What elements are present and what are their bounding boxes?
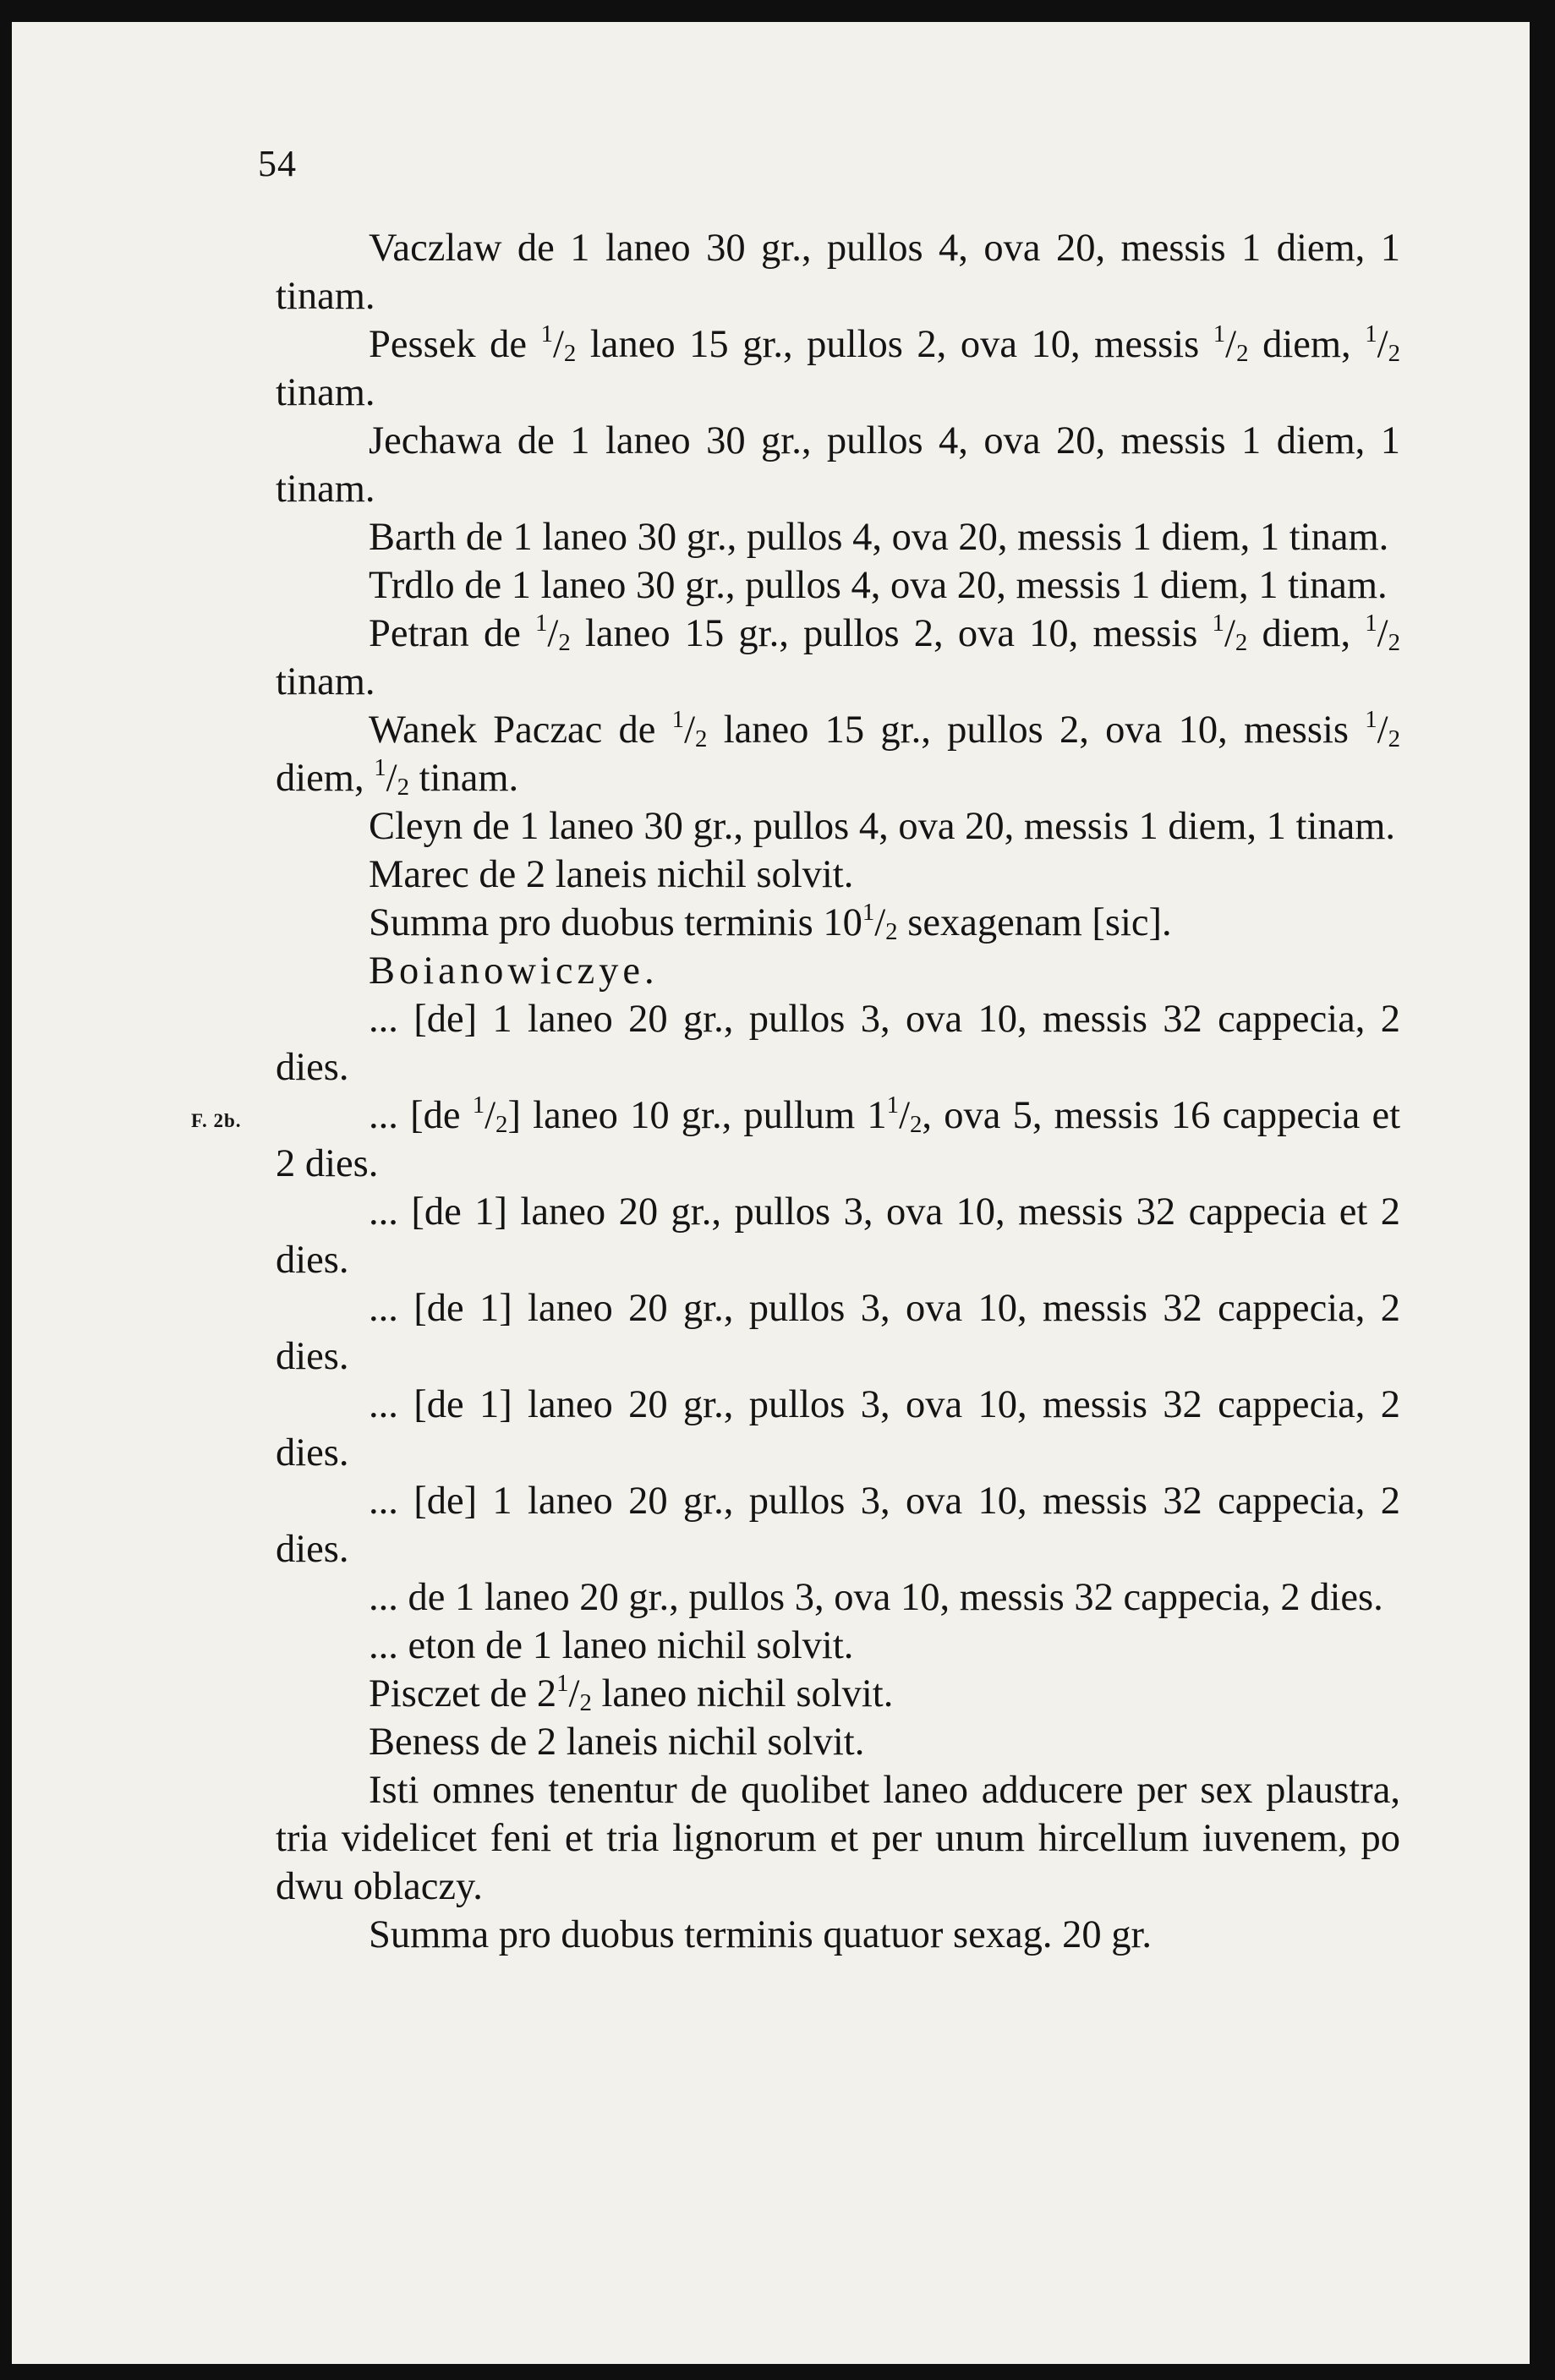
fraction: $^1/_2$ <box>671 706 708 753</box>
entry-text: ... [de] 1 laneo 20 gr., pullos 3, ova 10, messis 32 cappecia, 2 dies. <box>276 998 1400 1089</box>
entry-text: tinam. <box>276 371 375 414</box>
entry-text: ... [de <box>369 1094 473 1137</box>
fraction-numerator: 1 <box>1213 320 1226 348</box>
entry-text: diem, <box>1247 612 1366 655</box>
fraction-denominator: 2 <box>1236 340 1249 368</box>
entry-line-7 <box>276 1573 1400 1622</box>
entry-text: laneo 15 gr., pullos 2, ova 10, messis <box>707 709 1366 752</box>
entry-text: tinam. <box>409 757 519 800</box>
entry-text: Summa pro duobus terminis 10 <box>369 901 862 944</box>
entry-text: laneo nichil solvit. <box>591 1672 894 1715</box>
fraction: $^1/_2$ <box>556 1670 592 1717</box>
fraction-denominator: 2 <box>909 1111 923 1139</box>
entry-text: tinam. <box>276 660 375 703</box>
fraction-numerator: 1 <box>671 706 685 734</box>
fraction-denominator: 2 <box>563 340 577 368</box>
entry-line-2 <box>276 1092 1400 1188</box>
fraction-denominator: 2 <box>695 725 708 753</box>
entry-text: Jechawa de 1 laneo 30 gr., pullos 4, ova 20, messis 1 diem, 1 tinam. <box>276 419 1400 511</box>
entry-text: Marec de 2 laneis nichil solvit. <box>369 853 854 896</box>
fraction: $^1/_2$ <box>1365 610 1400 657</box>
entry-line-1 <box>276 995 1400 1092</box>
fraction-denominator: 2 <box>397 774 409 802</box>
fraction: $^1/_2$ <box>374 754 409 802</box>
entry-text: , ova 5, messis 16 cappecia et 2 dies. <box>276 1094 1401 1185</box>
entry-text: ] laneo 10 gr., pullum 1 <box>507 1094 887 1137</box>
entry-text: laneo 15 gr., pullos 2, ova 10, messis <box>576 323 1213 366</box>
entry-jechawa <box>276 417 1400 513</box>
entry-line-6 <box>276 1477 1400 1573</box>
folio-margin-note: F. 2b. <box>191 1110 242 1131</box>
fraction: $^1/_2$ <box>534 610 571 657</box>
fraction-numerator: 1 <box>374 754 386 782</box>
entry-text: Barth de 1 laneo 30 gr., pullos 4, ova 20, messis 1 diem, 1 tinam. <box>369 516 1389 559</box>
fraction-denominator: 2 <box>1388 725 1400 753</box>
entry-text: Pisczet de 2 <box>369 1672 557 1715</box>
entry-text: Summa pro duobus terminis quatuor sexag. 20 gr. <box>369 1913 1153 1956</box>
entry-text: diem, <box>1248 323 1366 366</box>
fraction-denominator: 2 <box>1388 340 1400 368</box>
entry-marec <box>276 851 1400 899</box>
fraction-numerator: 1 <box>540 320 553 348</box>
entry-text: Boianowiczye. <box>369 949 659 993</box>
entry-text: Pessek de <box>369 323 541 366</box>
entry-isti <box>276 1766 1400 1911</box>
entry-line-4 <box>276 1284 1400 1381</box>
entry-text: Beness de 2 laneis nichil solvit. <box>369 1721 865 1764</box>
entry-text: Wanek Paczac de <box>369 709 672 752</box>
fraction: $^1/_2$ <box>1213 320 1249 368</box>
document-body <box>276 224 1400 1959</box>
fraction: $^1/_2$ <box>1365 706 1400 753</box>
section-heading <box>276 947 1400 995</box>
entry-text: ... [de 1] laneo 20 gr., pullos 3, ova 10, messis 32 cappecia et 2 dies. <box>276 1190 1400 1282</box>
entry-line-3 <box>276 1188 1400 1284</box>
entry-wanek <box>276 706 1400 802</box>
fraction-numerator: 1 <box>556 1670 569 1698</box>
entry-text: ... de 1 laneo 20 gr., pullos 3, ova 10, messis 32 cappecia, 2 dies. <box>369 1576 1383 1619</box>
entry-pessek <box>276 320 1400 417</box>
fraction-numerator: 1 <box>534 610 548 637</box>
fraction: $^1/_2$ <box>472 1092 508 1139</box>
fraction-numerator: 1 <box>886 1092 900 1119</box>
entry-eton <box>276 1622 1400 1670</box>
entry-text: ... [de 1] laneo 20 gr., pullos 3, ova 10, messis 32 cappecia, 2 dies. <box>276 1383 1400 1475</box>
fraction-numerator: 1 <box>1212 610 1224 637</box>
fraction-denominator: 2 <box>496 1111 508 1139</box>
fraction: $^1/_2$ <box>862 899 898 946</box>
fraction-denominator: 2 <box>579 1689 592 1717</box>
entry-text: laneo 15 gr., pullos 2, ova 10, messis <box>570 612 1213 655</box>
entry-text: Isti omnes tenentur de quolibet laneo adducere per sex plaustra, tria videlicet feni et tria lignorum et per unum hircellum iuvenem, po dwu oblaczy. <box>276 1769 1400 1908</box>
fraction-numerator: 1 <box>1365 706 1377 734</box>
fraction-numerator: 1 <box>862 899 875 927</box>
entry-cleyn <box>276 802 1400 851</box>
entry-text: Trdlo de 1 laneo 30 gr., pullos 4, ova 20, messis 1 diem, 1 tinam. <box>369 564 1388 607</box>
page-number: 54 <box>258 143 297 184</box>
fraction-denominator: 2 <box>1235 629 1248 657</box>
fraction: $^1/_2$ <box>1212 610 1248 657</box>
entry-text: ... [de] 1 laneo 20 gr., pullos 3, ova 10, messis 32 cappecia, 2 dies. <box>276 1480 1400 1571</box>
fraction-denominator: 2 <box>885 918 898 946</box>
entry-beness <box>276 1718 1400 1766</box>
entry-summa-2 <box>276 1911 1400 1959</box>
entry-text: Cleyn de 1 laneo 30 gr., pullos 4, ova 20, messis 1 diem, 1 tinam. <box>369 805 1396 848</box>
fraction-numerator: 1 <box>472 1092 485 1119</box>
entry-text: ... eton de 1 laneo nichil solvit. <box>369 1624 854 1667</box>
fraction: $^1/_2$ <box>540 320 577 368</box>
fraction-numerator: 1 <box>1365 610 1377 637</box>
entry-barth <box>276 513 1400 561</box>
entry-text: Petran de <box>369 612 535 655</box>
entry-vaczlaw <box>276 224 1400 320</box>
fraction-denominator: 2 <box>558 629 571 657</box>
entry-summa-1 <box>276 899 1400 947</box>
fraction: $^1/_2$ <box>1365 320 1400 368</box>
entry-text: Vaczlaw de 1 laneo 30 gr., pullos 4, ova 20, messis 1 diem, 1 tinam. <box>276 227 1400 318</box>
entry-text: diem, <box>276 757 375 800</box>
entry-trdlo <box>276 561 1400 610</box>
entry-line-5 <box>276 1381 1400 1477</box>
entry-text: sexagenam [sic]. <box>897 901 1172 944</box>
fraction-numerator: 1 <box>1365 320 1377 348</box>
entry-pisczet <box>276 1670 1400 1718</box>
entry-text: ... [de 1] laneo 20 gr., pullos 3, ova 10, messis 32 cappecia, 2 dies. <box>276 1287 1400 1378</box>
entry-petran <box>276 610 1400 706</box>
fraction-denominator: 2 <box>1388 629 1400 657</box>
fraction: $^1/_2$ <box>886 1092 923 1139</box>
